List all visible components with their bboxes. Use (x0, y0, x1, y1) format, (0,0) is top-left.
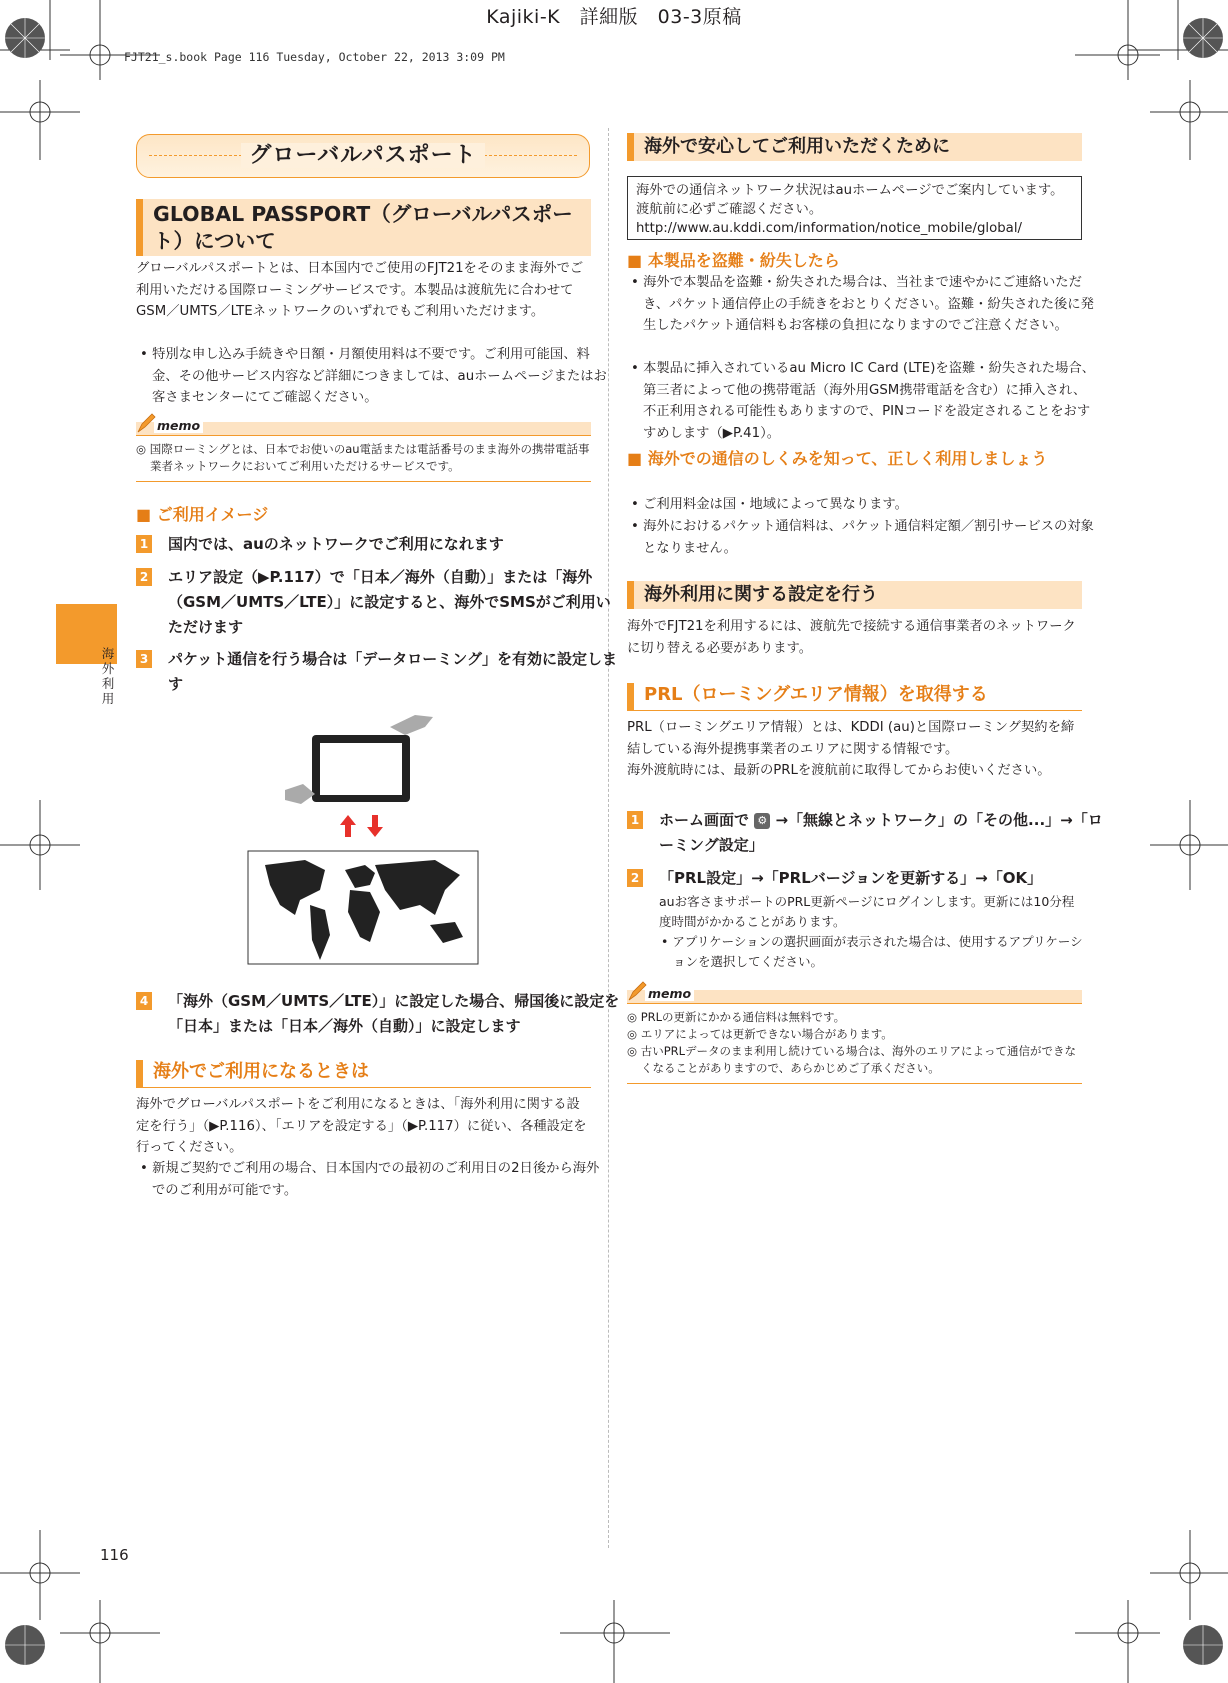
memo-text: ◎ 国際ローミングとは、日本でお使いのau電話または電話番号のまま海外の携帯電話事業者ネットワークにおいてご利用いただけるサービスです。 (136, 442, 590, 473)
usage-image-heading: ■ ご利用イメージ (136, 505, 269, 524)
print-header-title: Kajiki-K 詳細版 03-3原稿 (486, 6, 742, 28)
memo-header-bar (136, 418, 591, 436)
network-info-url: http://www.au.kddi.com/information/notice_mobile/global/ (636, 221, 1022, 236)
memo-block-left (136, 418, 591, 482)
main-title-box (136, 134, 590, 178)
step-text: 「PRL設定」→「PRLバージョンを更新する」→「OK」 (659, 869, 1043, 887)
main-title: グローバルパスポート (241, 143, 484, 168)
memo-separator (627, 1083, 1082, 1084)
step-number: 1 (627, 811, 643, 829)
theft-bullet-2: • 本製品に挿入されているau Micro IC Card (LTE)を盗難・紛失された場合、第三者によって他の携帯電話（海外用GSM携帯電話を含む）に挿入され、不正利用される可能性もありますので、PINコードを設定されることをおすすめします（▶P.41）。 (631, 361, 1095, 441)
step-text: 国内では、auのネットワークでご利用になれます (168, 535, 504, 553)
step-text: エリア設定（▶P.117）で「日本／海外（自動）」または「海外（GSM／UMTS／LTE）」に設定すると、海外でSMSがご利用いただけます (168, 568, 611, 636)
pencil-icon (627, 980, 647, 1002)
step-number: 1 (136, 535, 152, 553)
network-info-text: 海外での通信ネットワーク状況はauホームページでご案内しています。渡航前に必ずご確認ください。 (636, 183, 1064, 217)
overseas-use-description: 海外でグローバルパスポートをご利用になるときは、「海外利用に関する設定を行う」（▶P.116）、「エリアを設定する」（▶P.117）に従い、各種設定を行ってください。 (136, 1097, 587, 1155)
memo-label: memo (154, 418, 203, 433)
comm-bullet-2: • 海外におけるパケット通信料は、パケット通信料定額／割引サービスの対象となりません。 (631, 519, 1094, 556)
section-overseas-use-title: 海外でご利用になるときは (136, 1060, 591, 1088)
up-down-arrows-icon (340, 815, 383, 837)
book-info-line: FJT21_s.book Page 116 Tuesday, October 22, 2013 3:09 PM (124, 50, 505, 64)
prl-step-2 (627, 866, 1114, 891)
step-text-b: →「無線とネットワーク」の「その他...」→「ローミング設定」 (659, 811, 1103, 854)
section-global-passport-title: GLOBAL PASSPORT（グローバルパスポート）について (136, 199, 591, 256)
memo-item-1: ◎ PRLの更新にかかる通信料は無料です。 (627, 1010, 846, 1024)
network-info-box (627, 176, 1082, 240)
tablet-icon (285, 715, 433, 804)
column-divider (608, 128, 609, 1548)
prl-advice: 海外渡航時には、最新のPRLを渡航前に取得してからお使いください。 (627, 763, 1051, 778)
theft-bullet-1: • 海外で本製品を盗難・紛失された場合は、当社まで速やかにご連絡いただき、パケット通信停止の手続きをおとりください。盗難・紛失された後に発生したパケット通信料もお客様の負担になりますのでご注意ください。 (631, 275, 1094, 333)
memo-label: memo (645, 986, 694, 1001)
usage-step-1 (136, 532, 623, 557)
usage-step-3 (136, 647, 623, 697)
memo-block-right (627, 986, 1082, 1084)
world-map-icon (248, 851, 478, 964)
section-prl-title: PRL（ローミングエリア情報）を取得する (627, 683, 1082, 711)
usage-step-4 (136, 989, 623, 1039)
step-text: パケット通信を行う場合は「データローミング」を有効に設定します (168, 650, 617, 693)
prl-step-2-bullet: • アプリケーションの選択画面が表示された場合は、使用するアプリケーションを選択してください。 (661, 934, 1083, 969)
settings-gear-icon: ⚙ (754, 813, 770, 829)
step-number: 4 (136, 992, 152, 1010)
step-number: 2 (136, 568, 152, 586)
step-text: 「海外（GSM／UMTS／LTE）」に設定した場合、帰国後に設定を「日本」または「日本／海外（自動）」に設定します (168, 992, 620, 1035)
section-safe-use-title: 海外で安心してご利用いただくために (627, 133, 1082, 161)
roaming-illustration (240, 705, 490, 965)
memo-item-2: ◎ エリアによっては更新できない場合があります。 (627, 1027, 893, 1041)
pencil-icon (136, 412, 156, 434)
step-number: 2 (627, 869, 643, 887)
prl-description: PRL（ローミングエリア情報）とは、KDDI (au)と国際ローミング契約を締結している海外提携事業者のエリアに関する情報です。 (627, 720, 1075, 757)
settings-description: 海外でFJT21を利用するには、渡航先で接続する通信事業者のネットワークに切り替える必要があります。 (627, 619, 1076, 656)
global-passport-description: グローバルパスポートとは、日本国内でご使用のFJT21をそのまま海外でご利用いただける国際ローミングサービスです。本製品は渡航先に合わせてGSM／UMTS／LTEネットワークのいずれでもご利用いただけます。 (136, 261, 584, 319)
global-passport-bullet: • 特別な申し込み手続きや日額・月額使用料は不要です。ご利用可能国、料金、その他サービス内容など詳細につきましては、auホームページまたはお客さまセンターにてご確認ください。 (140, 347, 607, 405)
comm-heading: ■ 海外での通信のしくみを知って、正しく利用しましょう (627, 449, 1048, 468)
prl-step-1 (627, 808, 1114, 858)
comm-bullet-1: • ご利用料金は国・地域によって異なります。 (631, 497, 908, 512)
step-text-a: ホーム画面で (659, 811, 750, 829)
page-number: 116 (100, 1546, 129, 1564)
memo-separator (136, 481, 591, 482)
usage-step-2 (136, 565, 623, 640)
prl-step-2-detail: auお客さまサポートのPRL更新ページにログインします。更新には10分程度時間がかかることがあります。 (659, 894, 1075, 929)
memo-header-bar (627, 986, 1082, 1004)
theft-heading: ■ 本製品を盗難・紛失したら (627, 251, 840, 270)
section-settings-title: 海外利用に関する設定を行う (627, 581, 1082, 609)
chapter-tab-label: 海外利用 (101, 646, 115, 706)
step-number: 3 (136, 650, 152, 668)
overseas-use-bullet: • 新規ご契約でご利用の場合、日本国内での最初のご利用日の2日後から海外でのご利用が可能です。 (140, 1161, 600, 1198)
memo-item-3: ◎ 古いPRLデータのまま利用し続けている場合は、海外のエリアによって通信ができなくなることがありますので、あらかじめご了承ください。 (627, 1044, 1077, 1075)
